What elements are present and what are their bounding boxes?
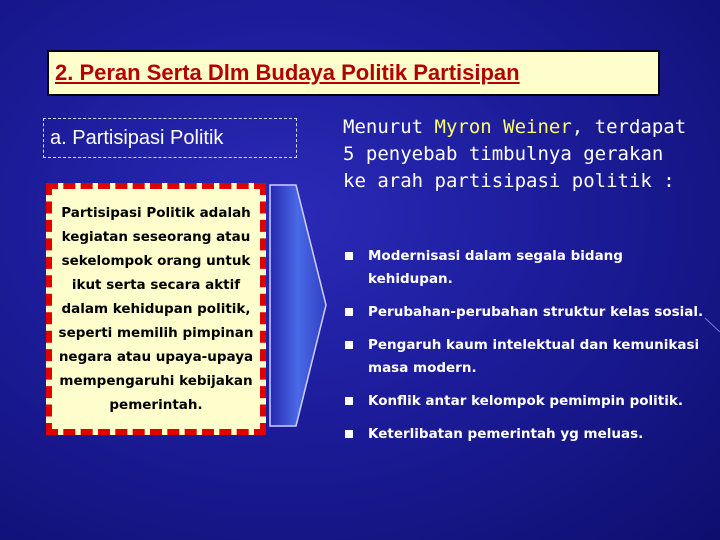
author-name: Myron Weiner [434, 116, 572, 138]
list-item-text: Pengaruh kaum intelektual dan kemunikasi masa modern. [368, 337, 700, 376]
intro-prefix: Menurut [343, 116, 435, 138]
square-bullet-icon [345, 308, 353, 316]
right-arrow-icon [268, 183, 328, 428]
definition-box [46, 183, 266, 435]
slide-subtitle: a. Partisipasi Politik [50, 126, 224, 149]
cause-list [343, 245, 708, 456]
title-box [47, 50, 660, 96]
square-bullet-icon [345, 341, 353, 349]
list-item-text: Keterlibatan pemerintah yg meluas. [368, 426, 644, 442]
slide-title: 2. Peran Serta Dlm Budaya Politik Partisipan [55, 60, 520, 85]
square-bullet-icon [345, 397, 353, 405]
list-item-text: Modernisasi dalam segala bidang kehidupan. [368, 248, 623, 287]
list-item [343, 245, 708, 291]
list-item-text: Konflik antar kelompok pemimpin politik. [368, 393, 683, 409]
list-item [343, 423, 708, 446]
list-item [343, 334, 708, 380]
square-bullet-icon [345, 430, 353, 438]
square-bullet-icon [345, 252, 353, 260]
list-item-text: Perubahan-perubahan struktur kelas sosial. [368, 304, 704, 320]
list-item [343, 301, 708, 324]
list-item [343, 390, 708, 413]
definition-text: Partisipasi Politik adalah kegiatan seseorang atau sekelompok orang untuk ikut serta secara aktif dalam kehidupan politik, seperti memilih pimpinan negara atau upaya-upaya mempengaruhi kebijakan pemerintah. [58, 205, 254, 413]
intro-suffix: , terdapat 5 penyebab timbulnya gerakan ke arah partisipasi politik : [343, 116, 687, 192]
subtitle-box [43, 118, 297, 158]
intro-paragraph [343, 114, 693, 195]
